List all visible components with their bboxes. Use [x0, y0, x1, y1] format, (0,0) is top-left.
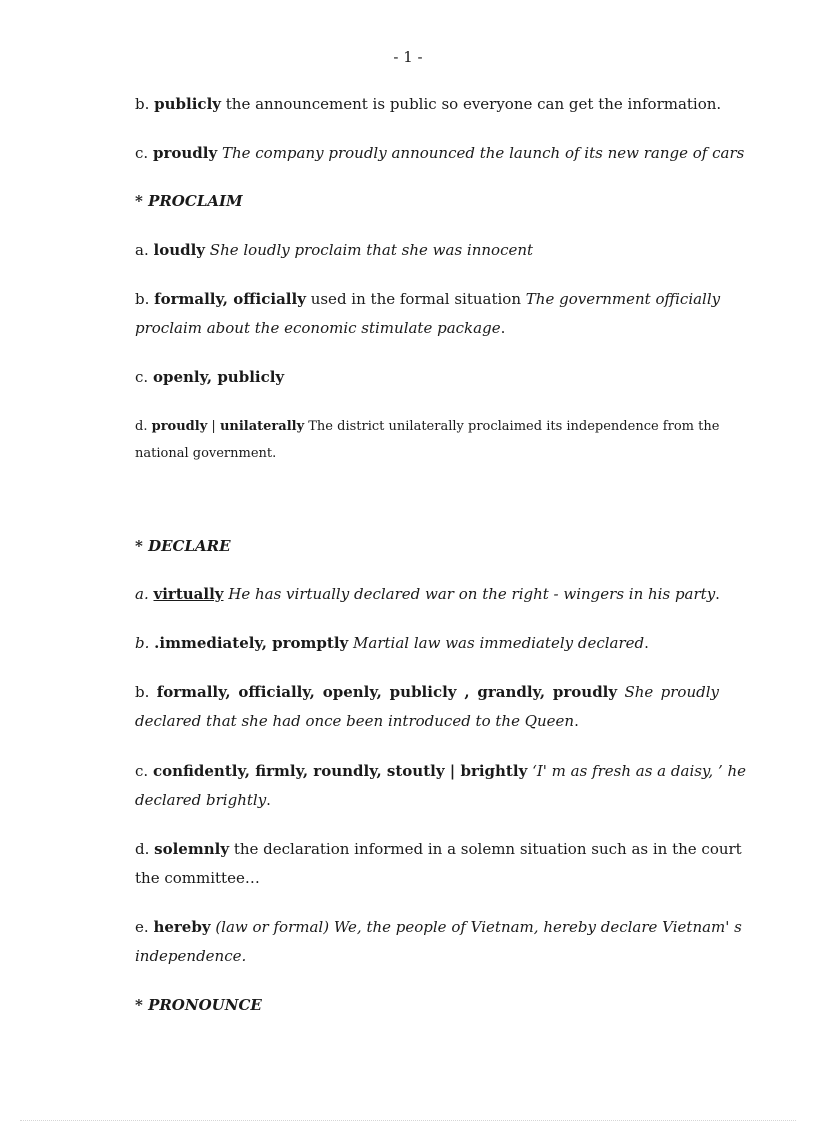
declare-item-b2-line2: declared that she had once been introduced to the Queen.: [135, 712, 579, 730]
adverb: proudly: [152, 144, 218, 162]
declare-item-a: a. virtually He has virtually declared war on the right - wingers in his party.: [135, 585, 720, 603]
example-sentence: (law or formal) We, the people of Vietnam, hereby declare Vietnam' s: [215, 918, 742, 936]
proclaim-item-b-line2: proclaim about the economic stimulate package.: [135, 319, 506, 337]
item-letter: a.: [135, 241, 149, 259]
adverb: loudly: [153, 241, 206, 259]
item-letter: a.: [135, 585, 149, 603]
proclaim-item-a: [135, 235, 719, 265]
item-letter: c.: [135, 368, 149, 386]
example-sentence: declared brightly: [135, 791, 267, 809]
example-sentence: Martial law was immediately declared: [353, 634, 645, 652]
example-sentence: She proudly: [624, 683, 719, 701]
adverb: formally, officially: [154, 290, 306, 308]
example-sentence: The district unilaterally proclaimed its independence from the: [308, 419, 720, 434]
adverb: proudly: [151, 419, 208, 434]
usage-note: the committee…: [135, 869, 260, 887]
adverb: unilaterally: [219, 419, 305, 434]
adverb: openly, publicly: [152, 368, 285, 386]
adverb: confidently, firmly, roundly, stoutly | brightly: [152, 762, 528, 780]
separator: |: [211, 419, 216, 434]
example-sentence: declared that she had once been introduced to the Queen: [135, 712, 575, 730]
example-sentence: proclaim about the economic stimulate package: [135, 319, 501, 337]
item-letter: d.: [135, 840, 150, 858]
item-letter: c.: [135, 144, 149, 162]
declare-item-e-line1: [135, 912, 742, 942]
usage-note: used in the formal situation: [310, 290, 521, 308]
proclaim-item-c: [135, 362, 719, 392]
example-sentence: national government.: [135, 446, 277, 461]
declare-item-d-line2: [135, 863, 719, 893]
example-sentence: The government officially: [525, 290, 721, 308]
page-bottom-rule: [20, 1120, 796, 1121]
adverb: solemnly: [154, 840, 230, 858]
item-letter: b.: [135, 95, 150, 113]
item-letter: d.: [135, 419, 148, 434]
usage-note: the declaration informed in a solemn situation such as in the court: [233, 840, 742, 858]
adverb: formally, officially, openly, publicly , grandly, proudly: [156, 683, 618, 701]
adverb: hereby: [153, 918, 211, 936]
example-sentence: independence.: [135, 947, 247, 965]
example-sentence: ‘I' m as fresh as a daisy, ’ he: [532, 762, 747, 780]
section-heading-proclaim: * PROCLAIM: [135, 192, 243, 210]
item-letter: e.: [135, 918, 149, 936]
adverb: .immediately, promptly: [154, 634, 349, 652]
adverb: publicly: [154, 95, 221, 113]
item-letter: b.: [135, 683, 150, 701]
section-heading-declare: * DECLARE: [135, 537, 231, 555]
declare-item-c-line1: [135, 756, 747, 786]
page-number: - 1 -: [393, 48, 423, 66]
example-sentence: The company proudly announced the launch of its new range of cars: [221, 144, 745, 162]
declare-item-c-line2: declared brightly.: [135, 791, 271, 809]
proclaim-item-d-line2: [135, 440, 719, 467]
item-letter: b.: [135, 634, 150, 652]
proclaim-item-b-line1: [135, 284, 719, 314]
item-letter: c.: [135, 762, 149, 780]
declare-item-b1: b. .immediately, promptly Martial law was immediately declared.: [135, 634, 649, 652]
example-sentence: He has virtually declared war on the right - wingers in his party: [228, 585, 716, 603]
declare-item-d-line1: [135, 834, 742, 864]
example-sentence: She loudly proclaim that she was innocent: [209, 241, 534, 259]
proclaim-item-d-line1: [135, 413, 719, 440]
adverb: virtually: [153, 585, 224, 603]
item-letter: b.: [135, 290, 150, 308]
usage-note: the announcement is public so everyone can get the information.: [225, 95, 722, 113]
section-heading-pronounce: * PRONOUNCE: [135, 996, 262, 1014]
declare-item-e-line2: [135, 941, 719, 971]
announce-item-b: [135, 89, 722, 119]
announce-item-c: [135, 138, 745, 168]
declare-item-b2-line1: [135, 677, 719, 707]
